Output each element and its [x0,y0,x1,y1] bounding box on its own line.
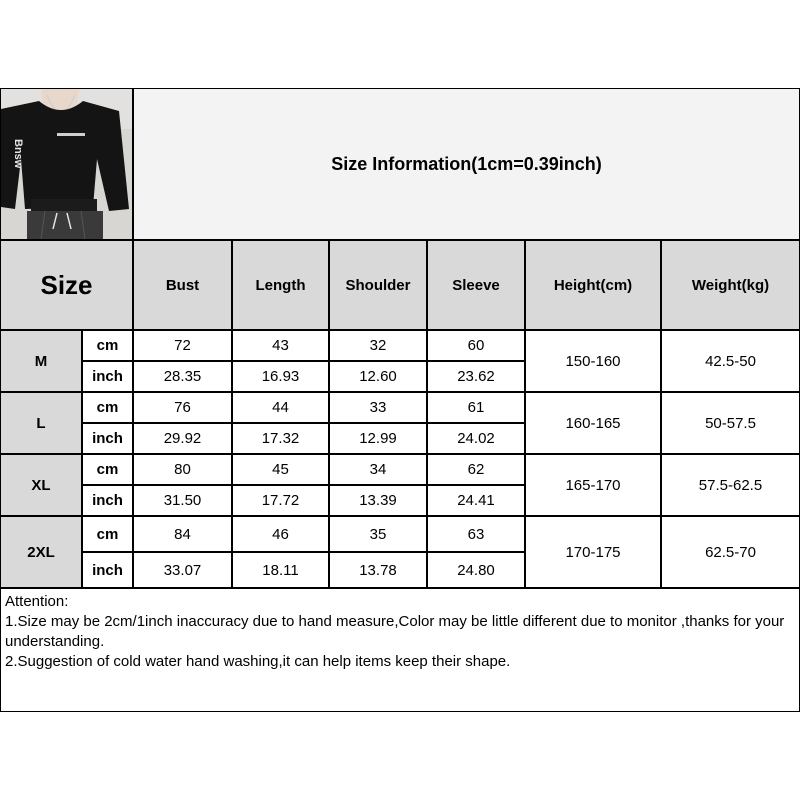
cell-2xl-sleeve-cm: 63 [427,516,525,552]
cell-xl-bust-cm: 80 [133,454,232,485]
size-label-l: L [0,392,82,454]
model-photo-icon [1,89,132,239]
cell-xl-length-inch: 17.72 [232,485,329,516]
cell-m-bust-inch: 28.35 [133,361,232,392]
cell-2xl-bust-inch: 33.07 [133,552,232,588]
col-header-bust: Bust [133,240,232,330]
cell-xl-bust-inch: 31.50 [133,485,232,516]
cell-2xl-length-cm: 46 [232,516,329,552]
cell-l-bust-cm: 76 [133,392,232,423]
col-header-weight: Weight(kg) [661,240,800,330]
cell-xl-shoulder-cm: 34 [329,454,427,485]
cell-2xl-height: 170-175 [525,516,661,588]
cell-l-length-cm: 44 [232,392,329,423]
unit-cm: cm [82,330,133,361]
col-header-sleeve: Sleeve [427,240,525,330]
size-chart [0,88,800,712]
cell-l-height: 160-165 [525,392,661,454]
cell-l-shoulder-cm: 33 [329,392,427,423]
cell-2xl-shoulder-cm: 35 [329,516,427,552]
sleeve-print: Bnsw [12,139,24,169]
cell-m-length-cm: 43 [232,330,329,361]
size-label-m: M [0,330,82,392]
chart-title: Size Information(1cm=0.39inch) [133,88,800,240]
cell-2xl-bust-cm: 84 [133,516,232,552]
cell-m-shoulder-inch: 12.60 [329,361,427,392]
cell-l-bust-inch: 29.92 [133,423,232,454]
unit-cm: cm [82,392,133,423]
unit-cm: cm [82,516,133,552]
col-header-shoulder: Shoulder [329,240,427,330]
attention-heading: Attention: [5,593,69,610]
unit-inch: inch [82,552,133,588]
cell-2xl-length-inch: 18.11 [232,552,329,588]
cell-xl-sleeve-inch: 24.41 [427,485,525,516]
cell-m-weight: 42.5-50 [661,330,800,392]
model-photo-icon [0,88,133,240]
size-label-xl: XL [0,454,82,516]
col-header-length: Length [232,240,329,330]
cell-l-sleeve-inch: 24.02 [427,423,525,454]
unit-inch: inch [82,485,133,516]
attention-line-2: 2.Suggestion of cold water hand washing,it can help items keep their shape. [5,653,511,670]
cell-l-length-inch: 17.32 [232,423,329,454]
size-label-2xl: 2XL [0,516,82,588]
attention-line-1: 1.Size may be 2cm/1inch inaccuracy due to hand measure,Color may be little different due to monitor ,thanks for your understanding. [5,613,785,650]
cell-xl-sleeve-cm: 62 [427,454,525,485]
cell-2xl-sleeve-inch: 24.80 [427,552,525,588]
attention-notes [0,588,800,712]
cell-xl-weight: 57.5-62.5 [661,454,800,516]
cell-l-weight: 50-57.5 [661,392,800,454]
cell-xl-length-cm: 45 [232,454,329,485]
unit-inch: inch [82,423,133,454]
cell-l-sleeve-cm: 61 [427,392,525,423]
cell-2xl-shoulder-inch: 13.78 [329,552,427,588]
cell-xl-shoulder-inch: 13.39 [329,485,427,516]
cell-m-bust-cm: 72 [133,330,232,361]
cell-m-shoulder-cm: 32 [329,330,427,361]
cell-m-sleeve-cm: 60 [427,330,525,361]
size-header: Size [0,240,133,330]
cell-xl-height: 165-170 [525,454,661,516]
unit-inch: inch [82,361,133,392]
cell-l-shoulder-inch: 12.99 [329,423,427,454]
cell-2xl-weight: 62.5-70 [661,516,800,588]
col-header-height: Height(cm) [525,240,661,330]
cell-m-length-inch: 16.93 [232,361,329,392]
unit-cm: cm [82,454,133,485]
cell-m-sleeve-inch: 23.62 [427,361,525,392]
cell-m-height: 150-160 [525,330,661,392]
